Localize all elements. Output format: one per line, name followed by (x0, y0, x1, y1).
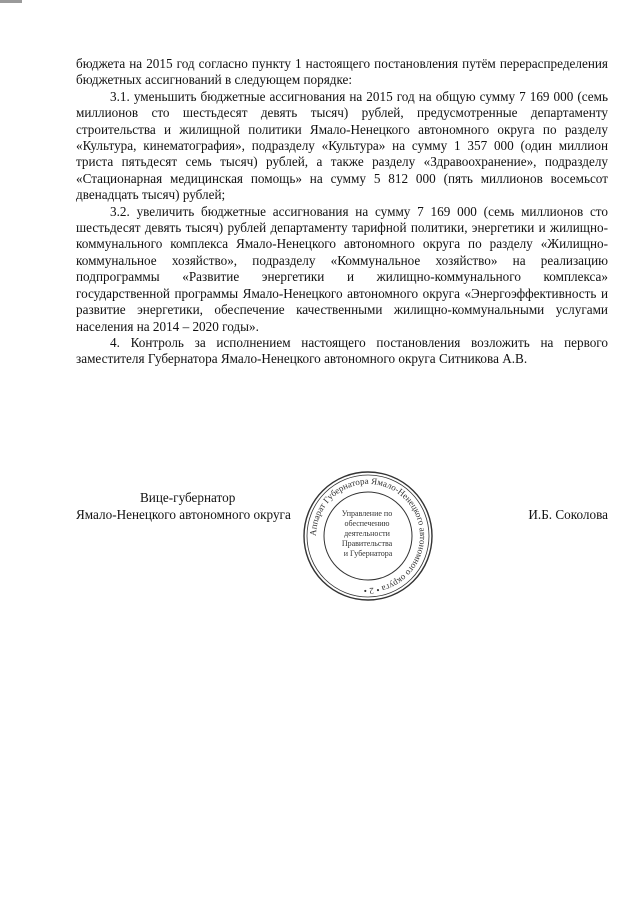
signer-organization: Ямало-Ненецкого автономного округа (76, 507, 291, 522)
top-left-scan-mark (0, 0, 22, 3)
paragraph-3-1: 3.1. уменьшить бюджетные ассигнования на 2015 год на общую сумму 7 169 000 (семь миллионов сто шестьдесят девять тысяч) рублей, предусмотренные департаменту строительства и жилищной политики Ямало-Ненецкого автономного округа по разделу «Культура, кинематография», подразделу «Культура» на сумму 1 357 000 (один миллион триста пятьдесят семь тысяч) рублей, а также разделу «Здравоохранение», подразделу «Стационарная медицинская помощь» на сумму 5 812 000 (пять миллионов восемьсот двенадцать тысяч) рублей; (76, 88, 608, 203)
stamp-center-text: Управление по обеспечению деятельности Правительства и Губернатора (341, 509, 393, 558)
document-body (76, 56, 608, 368)
official-stamp-seal (302, 470, 434, 602)
paragraph-4: 4. Контроль за исполнением настоящего постановления возложить на первого заместителя Губернатора Ямало-Ненецкого автономного округа Ситникова А.В. (76, 334, 608, 367)
paragraph-3-2: 3.2. увеличить бюджетные ассигнования на сумму 7 169 000 (семь миллионов сто шестьдесят девять тысяч) рублей департаменту тарифной политики, энергетики и жилищно-коммунального комплекса Ямало-Ненецкого автономного округа по разделу «Жилищно-коммунальное хозяйство», подразделу «Коммунальное хозяйство» на реализацию подпрограммы «Развитие энергетики и жилищно-коммунального комплекса» государственной программы Ямало-Ненецкого автономного округа «Энергоэффективность и развитие энергетики, обеспечение качественными жилищно-коммунальными услугами населения на 2014 – 2020 годы». (76, 203, 608, 334)
stamp-ring-text: Аппарат Губернатора Ямало-Ненецкого автономного округа • 2 • (307, 475, 429, 597)
signer-position: Вице-губернатор (140, 490, 236, 505)
paragraph-budget-intro: бюджета на 2015 год согласно пункту 1 настоящего постановления путём перераспределения бюджетных ассигнований в следующем порядке: (76, 56, 608, 88)
signer-name: И.Б. Соколова (528, 507, 608, 522)
